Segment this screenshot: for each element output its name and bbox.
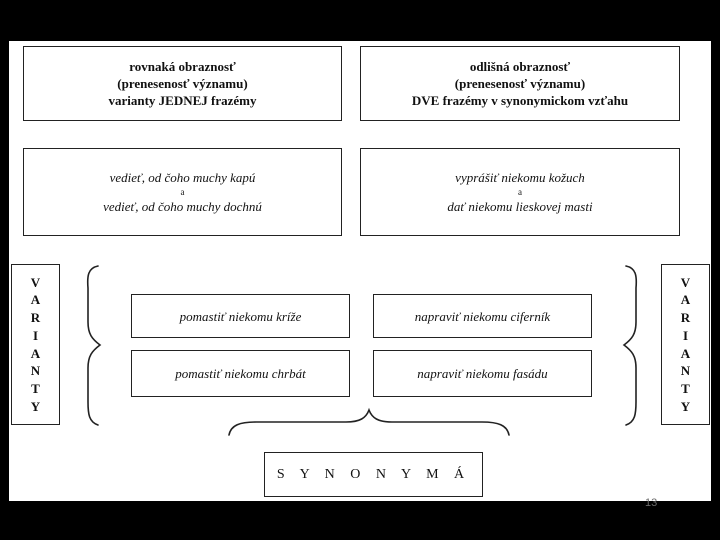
right-brace xyxy=(624,266,636,425)
bottom-brace xyxy=(229,410,509,435)
varianty-right-letter: R xyxy=(680,310,691,326)
left-brace xyxy=(88,266,100,425)
varianty-right-letter: I xyxy=(682,327,689,343)
different-imagery-line-2: (prenesenosť významu) xyxy=(454,76,586,91)
varianty-left-letter: R xyxy=(30,310,41,326)
different-imagery-line-1: odlišná obraznosť xyxy=(469,59,571,74)
grid-cell-top-left-text: pomastiť niekomu kríže xyxy=(179,308,302,324)
varianty-left-letter: A xyxy=(30,345,41,361)
grid-cell-bottom-left-text: pomastiť niekomu chrbát xyxy=(175,366,306,381)
varianty-right-letter: T xyxy=(681,380,690,396)
varianty-right-letter: N xyxy=(680,363,691,379)
varianty-left-letter: N xyxy=(30,363,41,379)
variant-example-line-2: vedieť, od čoho muchy dochnú xyxy=(103,199,262,214)
varianty-right-letter: A xyxy=(680,292,691,308)
varianty-left-letter: I xyxy=(32,327,39,343)
varianty-right-letter: Y xyxy=(680,398,691,414)
synonyma-label: S Y N O N Y M Á xyxy=(276,466,471,482)
different-imagery-line-3: DVE frazémy v synonymickom vzťahu xyxy=(411,93,629,108)
varianty-left-letter: Y xyxy=(30,398,41,414)
varianty-right-letter: A xyxy=(680,345,691,361)
grid-cell-bottom-right-text: napraviť niekomu fasádu xyxy=(417,366,548,381)
same-imagery-line-1: rovnaká obraznosť xyxy=(129,59,236,74)
variant-example-line-1: vedieť, od čoho muchy kapú xyxy=(109,170,256,185)
same-imagery-line-3: varianty JEDNEJ frazémy xyxy=(108,93,257,108)
varianty-left-letter: T xyxy=(31,380,40,396)
grid-cell-top-right-text: napraviť niekomu ciferník xyxy=(414,308,551,324)
varianty-right-letter: V xyxy=(680,274,691,290)
varianty-left-letter: A xyxy=(30,292,41,308)
page-number: 13 xyxy=(645,497,658,509)
synonym-example-line-1: vyprášiť niekomu kožuch xyxy=(455,170,585,185)
synonym-example-conjunction: a xyxy=(518,187,522,197)
varianty-left-letter: V xyxy=(30,274,41,290)
synonym-example-line-2: dať niekomu lieskovej masti xyxy=(447,199,593,214)
same-imagery-line-2: (prenesenosť významu) xyxy=(117,76,248,91)
variant-example-conjunction: a xyxy=(180,187,185,197)
